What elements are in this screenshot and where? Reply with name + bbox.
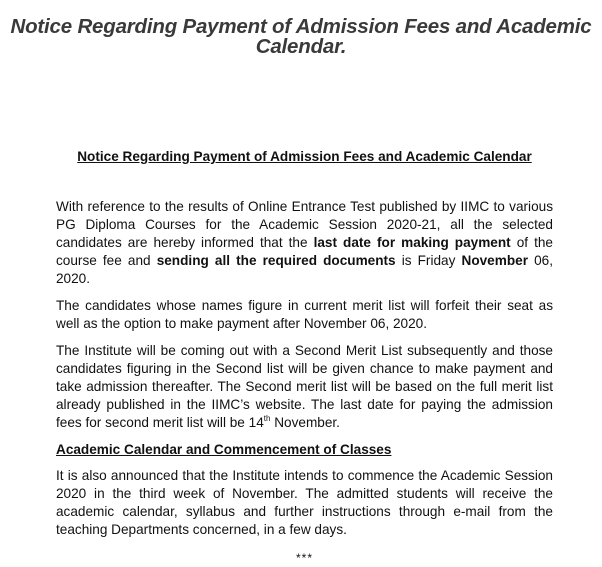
end-mark: ***	[295, 551, 313, 565]
section-heading-academic-calendar: Academic Calendar and Commencement of Classes	[56, 442, 392, 457]
paragraph-payment-deadline	[56, 198, 553, 288]
paragraph-forfeit: The candidates whose names figure in current merit list will forfeit their seat as well as the option to make payment after November 06, 2020.	[56, 298, 553, 331]
bold-text: November	[461, 253, 528, 268]
text: 06, 2020.	[56, 253, 553, 286]
text: The Institute will be coming out with a Second Merit List subsequently and those candidates figuring in the Second list will be given chance to make payment and take admission thereafter. The Second merit list will be based on the full merit list already published in the IIMC’s website. The last date for paying the admission fees for second merit list will be 14	[56, 343, 553, 430]
text: November.	[270, 415, 340, 430]
paragraph-second-merit-list	[56, 342, 553, 432]
notice-heading: Notice Regarding Payment of Admission Fees and Academic Calendar	[77, 149, 532, 164]
notice-document	[56, 148, 553, 567]
page-title: Notice Regarding Payment of Admission Fees and Academic Calendar.	[10, 14, 592, 58]
bold-text: sending all the required documents	[156, 253, 396, 268]
superscript: th	[263, 414, 271, 423]
bold-text: last date for making payment	[313, 235, 511, 250]
paragraph-academic-session: It is also announced that the Institute intends to commence the Academic Session 2020 in the third week of November. The admitted students will receive the academic calendar, syllabus and further instructions through e-mail from the teaching Departments concerned, in a few days.	[56, 468, 553, 537]
text: With reference to the results of Online Entrance Test published by IIMC to various PG Diploma Courses for the Academic Session 2020-21, all the selected candidates are hereby informed that the	[56, 199, 553, 250]
text: of the course fee and	[56, 235, 553, 268]
text: is Friday	[395, 253, 462, 268]
